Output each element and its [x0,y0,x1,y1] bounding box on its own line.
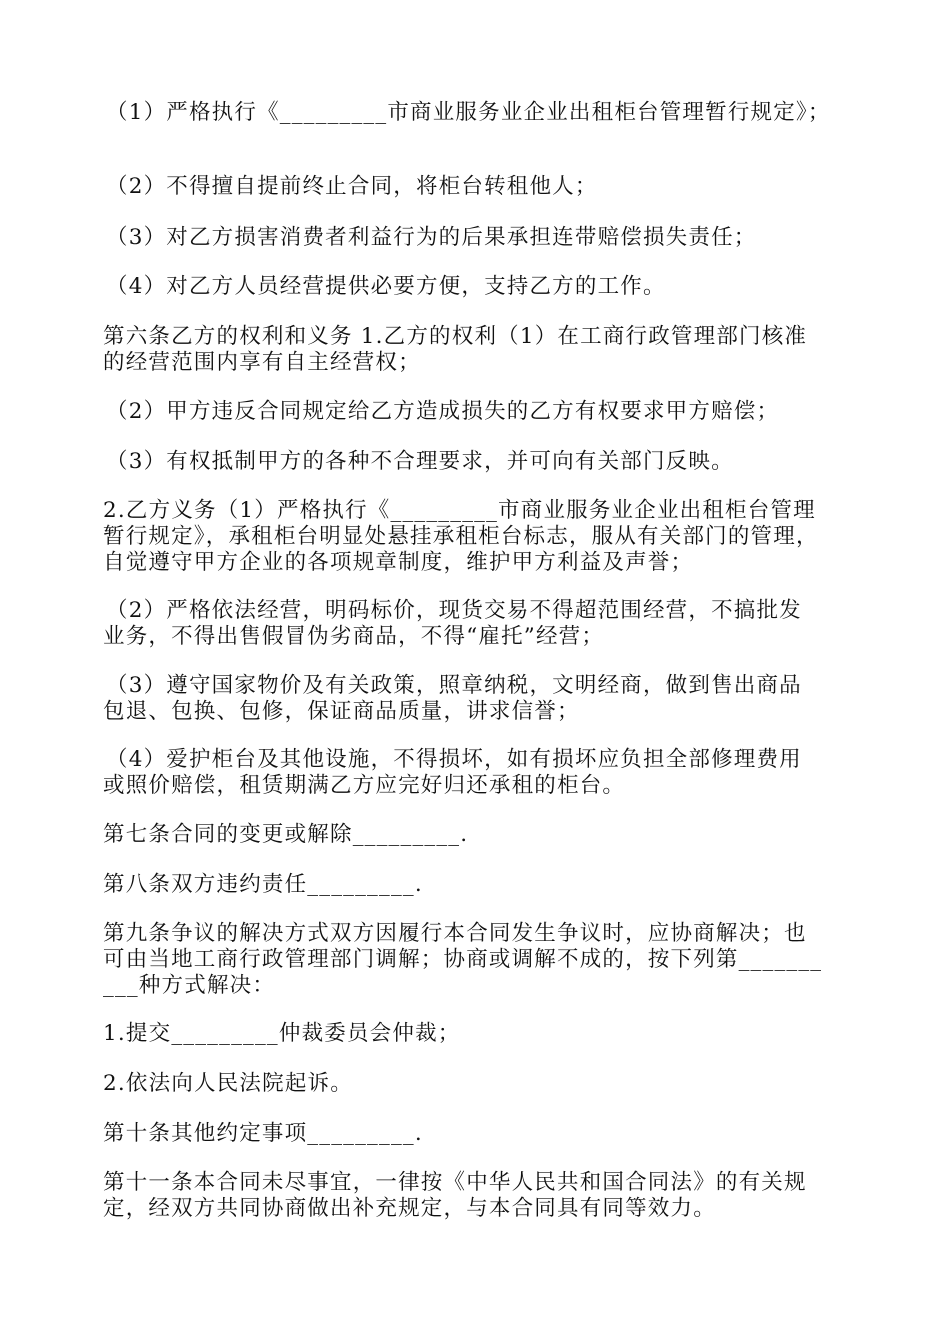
article-11-line-1: 第十一条本合同未尽事宜，一律按《中华人民共和国合同法》的有关规 [103,1170,807,1195]
article-7: 第七条合同的变更或解除_________. [103,822,469,847]
tenant-duty-3-line-1: （3）遵守国家物价及有关政策，照章纳税，文明经商，做到售出商品 [106,673,802,698]
tenant-duty-2-line-1: （2）严格依法经营，明码标价，现货交易不得超范围经营，不搞批发 [106,598,802,623]
dispute-option-1: 1.提交_________仲裁委员会仲裁； [103,1021,461,1046]
tenant-duty-3-line-2: 包退、包换、包修，保证商品质量，讲求信誉； [103,699,580,724]
article-6-line-2: 的经营范围内享有自主经营权； [103,350,421,375]
article-8: 第八条双方违约责任_________. [103,872,423,897]
tenant-right-2: （2）甲方违反合同规定给乙方造成损失的乙方有权要求甲方赔偿； [106,399,780,424]
tenant-duty-line-3: 自觉遵守甲方企业的各项规章制度，维护甲方利益及声誉； [103,550,694,575]
article-9-line-3: ___种方式解决： [103,973,276,998]
tenant-duty-4-line-2: 或照价赔偿，租赁期满乙方应完好归还承租的柜台。 [103,773,626,798]
article-6-line-1: 第六条乙方的权利和义务 1.乙方的权利（1）在工商行政管理部门核准 [103,324,808,349]
clause-landlord-duty-1: （1）严格执行《_________市商业服务业企业出租柜台管理暂行规定》； [106,100,831,125]
article-9-line-2: 可由当地工商行政管理部门调解；协商或调解不成的，按下列第_______ [103,947,823,972]
article-10: 第十条其他约定事项_________. [103,1121,423,1146]
clause-landlord-duty-3: （3）对乙方损害消费者利益行为的后果承担连带赔偿损失责任； [106,225,757,250]
tenant-duty-line-1: 2.乙方义务（1）严格执行《_________市商业服务业企业出租柜台管理 [103,498,816,523]
tenant-duty-2-line-2: 业务，不得出售假冒伪劣商品，不得“雇托”经营； [103,624,605,649]
article-9-line-1: 第九条争议的解决方式双方因履行本合同发生争议时，应协商解决；也 [103,921,807,946]
tenant-right-3: （3）有权抵制甲方的各种不合理要求，并可向有关部门反映。 [106,449,734,474]
clause-landlord-duty-2: （2）不得擅自提前终止合同，将柜台转租他人； [106,174,598,199]
dispute-option-2: 2.依法向人民法院起诉。 [103,1071,353,1096]
clause-landlord-duty-4: （4）对乙方人员经营提供必要方便，支持乙方的工作。 [106,274,666,299]
tenant-duty-line-2: 暂行规定》，承租柜台明显处悬挂承租柜台标志，服从有关部门的管理， [103,524,819,549]
tenant-duty-4-line-1: （4）爱护柜台及其他设施，不得损坏，如有损坏应负担全部修理费用 [106,747,802,772]
article-11-line-2: 定，经双方共同协商做出补充规定，与本合同具有同等效力。 [103,1196,716,1221]
